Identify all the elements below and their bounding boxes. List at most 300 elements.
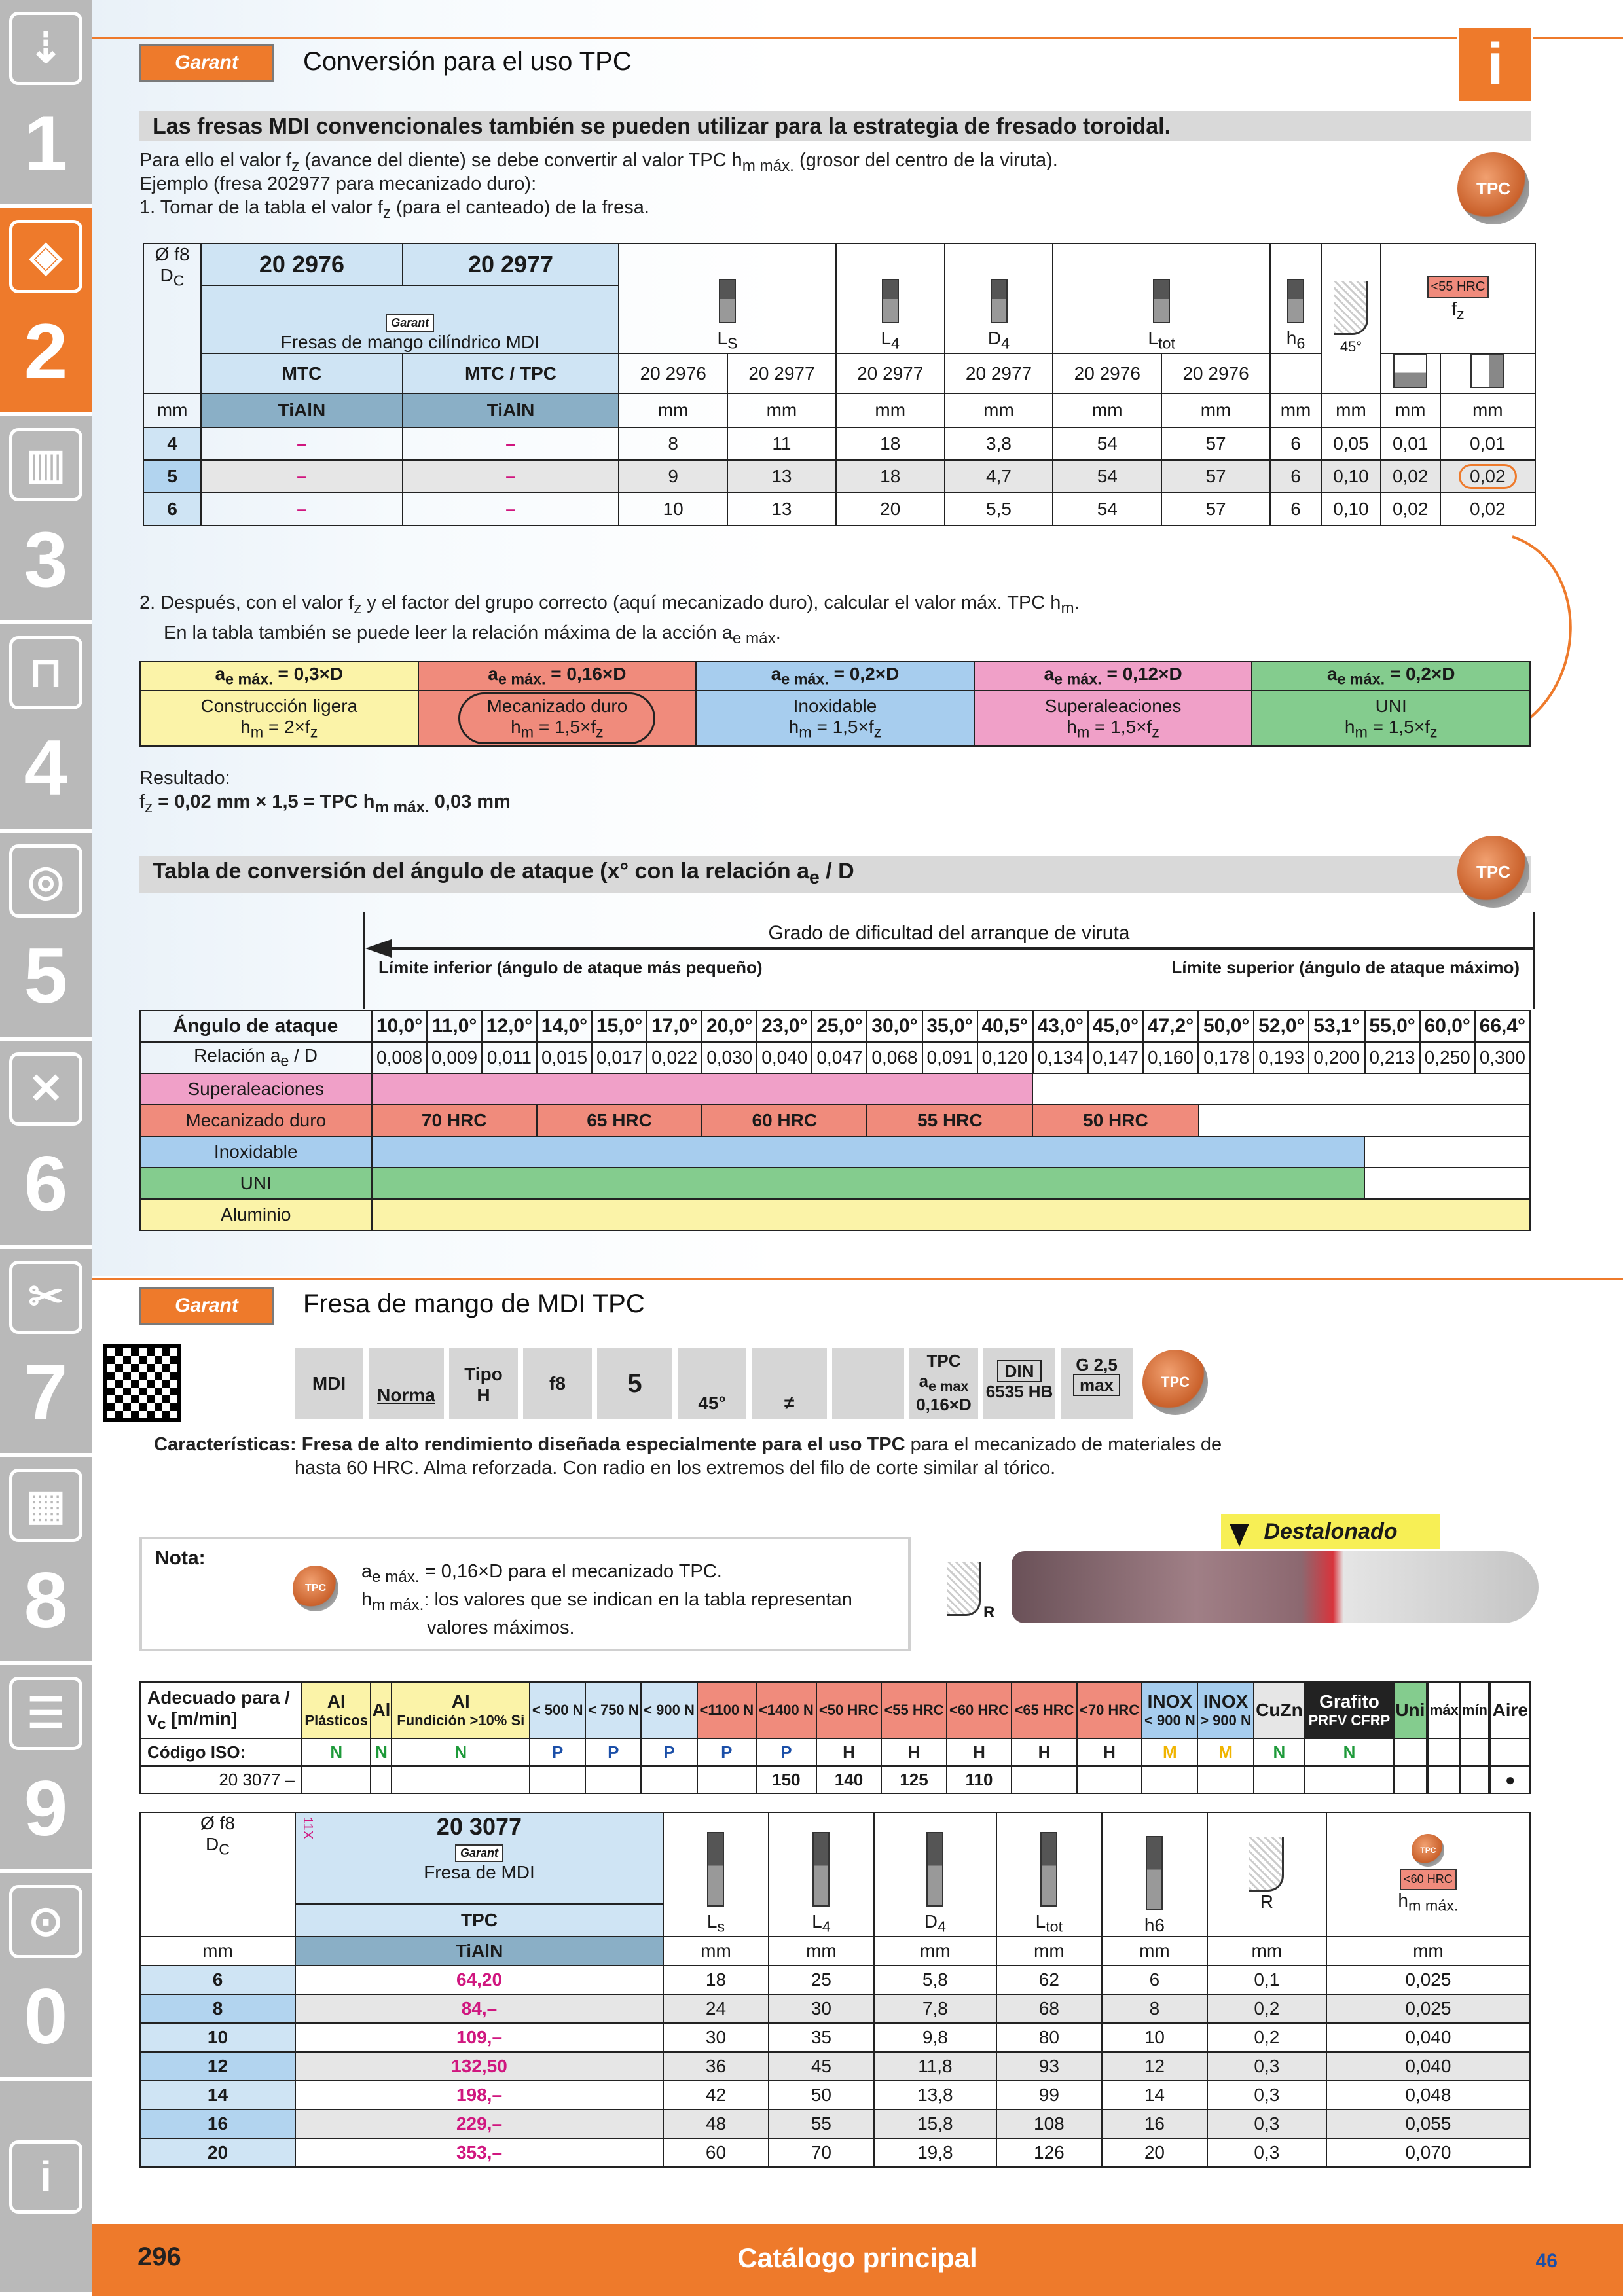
value-cell: 24 [663,1994,769,2023]
features-text: Características: Fresa de alto rendimiento diseñada especialmente para el uso TPC para el mecanizado de materiales de [154,1434,1222,1455]
unit: mm [619,393,727,427]
value-cell: 0,2 [1207,2023,1326,2052]
unit: mm [1207,1937,1326,1965]
value-cell: 0,3 [1207,2081,1326,2109]
fz-header: <55 HRC $f_z$ [1381,243,1535,353]
unit: mm [1326,1937,1530,1965]
material-group-header [1012,1682,1077,1738]
iso-code [1460,1738,1489,1766]
cutting-speed [530,1766,585,1793]
cutting-speed: ● [1490,1766,1530,1793]
value-cell: 12 [1102,2052,1207,2081]
toolbox-icon: ▦ [9,1469,82,1542]
badge-norma: Norma [369,1348,444,1419]
corner-radius-icon [947,1562,981,1616]
result-line: $f_z = 0,02$ mm × 1,5 = TPC $h_{m máx.}$ 0,03 mm [139,791,511,816]
angle-value: 35,0° [922,1011,977,1042]
material-name: Uni [1395,1700,1425,1720]
angle-value: 12,0° [482,1011,537,1042]
iso-code: N [1254,1738,1305,1766]
table-row [140,2081,1530,2109]
value-cell: 62 [996,1965,1102,1994]
row-label: Mecanizado duro [140,1105,372,1136]
intro-line-3: 1. Tomar de la tabla el valor $f_z$ (para el canteado) de la fresa. [139,197,649,222]
angle-value: 45,0° [1088,1011,1143,1042]
ratio-value: 0,017 [592,1042,647,1073]
highlight-oval: 0,02 [1459,464,1517,489]
page-footer [92,2224,1623,2296]
value-cell: 0,2 [1207,1994,1326,2023]
row-label: Aluminio [140,1199,372,1230]
saw-blade-icon: ◎ [9,844,82,918]
corner-radius-icon [1334,281,1368,335]
table-row [140,2023,1530,2052]
safety-goggles-icon: ⊙ [9,1885,82,1958]
unequal-pitch-icon: ≠ [752,1348,827,1419]
ratio-value: 0,047 [812,1042,867,1073]
diameter: 10 [140,2023,295,2052]
l4-header: $L_4$ [769,1812,874,1937]
material-strength: <55 HRC [884,1702,944,1718]
angle-value: 53,1° [1309,1011,1364,1042]
value-cell: 5,8 [874,1965,996,1994]
tpc-badge-icon: TPC [1457,836,1529,908]
cutting-speed [1142,1766,1197,1793]
material-name: Aire [1492,1700,1528,1720]
price: 198,– [295,2081,663,2109]
step2-line-2: En la tabla también se puede leer la relación máxima de la acción $a_{e máx}$. [164,622,781,647]
ratio-value: 0,178 [1199,1042,1254,1073]
cutting-speed [1254,1766,1305,1793]
l4-header: $L_4$ [836,243,945,353]
chapter-tab-4[interactable]: ⊓ 4 [0,624,92,833]
ratio-value: 0,120 [977,1042,1033,1073]
tpc-badge-icon: TPC [293,1566,338,1611]
material-name: INOX [1147,1691,1193,1712]
qr-code[interactable] [103,1344,181,1422]
tool-l4-icon [882,279,899,323]
material-name: Al [372,1700,391,1720]
material-strength: <50 HRC [818,1702,879,1718]
center-cut-icon [832,1348,904,1419]
subcode: 20 2976 [1161,353,1270,393]
lower-limit-label: Límite inferior (ángulo de ataque más pequeño) [378,958,763,977]
hrc-range: 60 HRC [702,1105,867,1136]
row-label: Superaleaciones [140,1073,372,1105]
hrc-range: 55 HRC [867,1105,1032,1136]
material-group-header [1428,1682,1460,1738]
ratio-value: 0,213 [1364,1042,1420,1073]
material-group-header [1077,1682,1142,1738]
material-strength: <1100 N [699,1702,754,1718]
tool-ltot-icon [1153,279,1170,323]
chapter-tab-0[interactable]: ⊙ 0 [0,1873,92,2081]
material-group-header [1197,1682,1253,1738]
tool-shank-icon [1287,279,1304,323]
row-label: Inoxidable [140,1136,372,1168]
relief-label: Destalonado [1221,1514,1440,1549]
coating: TiAlN [295,1937,663,1965]
cutting-speed [1012,1766,1077,1793]
cutting-speed [1428,1766,1460,1793]
angle-value: 15,0° [592,1011,647,1042]
ratio-label: Relación $a_e$ / D [140,1042,372,1073]
value-cell: 6 [1102,1965,1207,1994]
value-cell: 30 [663,2023,769,2052]
unit: mm [727,393,836,427]
value-cell: 36 [663,2052,769,2081]
material-strength: <65 HRC [1014,1702,1074,1718]
value-cell: 50 [769,2081,874,2109]
cutting-speed: 110 [947,1766,1012,1793]
material-group-header [881,1682,947,1738]
step2-line-1: 2. Después, con el valor $f_z$ y el factor del grupo correcto (aquí mecanizado duro), calcular el valor máx. TPC $h_m$. [139,592,1080,617]
chapter-tab-5[interactable]: ◎ 5 [0,833,92,1041]
material-strength: < 750 N [588,1702,639,1718]
mdi-mill-table [143,243,1536,526]
badge-mdi: MDI [295,1348,363,1419]
row-label: UNI [140,1168,372,1199]
iso-code: P [756,1738,816,1766]
material-group-header [1394,1682,1427,1738]
iso-code: N [1305,1738,1393,1766]
group-cell-hard-machining: Mecanizado duro $h_m = 1,5\times f_z$ [418,691,697,747]
angle-value: 14,0° [537,1011,592,1042]
chapter-tab-2[interactable]: ◈ 2 [0,208,92,416]
intro-line-2: Ejemplo (fresa 202977 para mecanizado duro): [139,173,537,194]
material-strength: Plásticos [304,1712,369,1729]
chapter-tab-9[interactable]: ☰ 9 [0,1665,92,1873]
radius-header: R [1207,1812,1326,1937]
caliper-icon: ⊓ [9,636,82,709]
upper-limit-label: Límite superior (ángulo de ataque máximo) [1171,958,1520,977]
unit: mm [1440,393,1535,427]
ratio-value: 0,160 [1143,1042,1199,1073]
material-strength: mín [1461,1702,1487,1718]
chapter-sidebar [0,0,92,2296]
unit: mm [836,393,945,427]
cutting-speed: 125 [881,1766,947,1793]
cutting-speed [1077,1766,1142,1793]
material-strength: Fundición >10% Si [397,1712,525,1729]
features-line-2: hasta 60 HRC. Alma reforzada. Con radio en los extremos del filo de corte similar al tórico. [295,1458,1056,1479]
page-title: Conversión para el uso TPC [303,47,632,76]
angle-value: 50,0° [1199,1011,1254,1042]
ae-value: $a_{e máx.} = 0,2\times D$ [696,662,974,691]
value-cell: 42 [663,2081,769,2109]
material-group-header [371,1682,392,1738]
material-group-header [1254,1682,1305,1738]
iso-label: Código ISO: [140,1738,302,1766]
cutting-speed [392,1766,530,1793]
value-cell: 19,8 [874,2138,996,2167]
angle-conversion-table [139,1010,1531,1231]
note-label: Nota: [155,1547,206,1569]
coating: TiAlN [201,393,403,427]
material-group-header [585,1682,641,1738]
material-group-header [641,1682,697,1738]
ae-value: $a_{e máx.} = 0,12\times D$ [974,662,1252,691]
h6-header: h6 [1102,1812,1207,1937]
material-group-header [1305,1682,1393,1738]
group-cell: Construcción ligera $h_m = 2\times f_z$ [140,691,418,747]
hrc-range: 70 HRC [372,1105,537,1136]
unit: mm [1161,393,1270,427]
value-cell: 45 [769,2052,874,2081]
diameter: 16 [140,2109,295,2138]
chapter-tab-1[interactable]: ⇣ 1 [0,0,92,208]
unit: mm [663,1937,769,1965]
value-cell: 0,3 [1207,2052,1326,2081]
material-name: Grafito [1319,1691,1379,1712]
material-strength: <70 HRC [1079,1702,1140,1718]
cabinet-icon: ☰ [9,1677,82,1750]
d4-header: $D_4$ [874,1812,996,1937]
ratio-value: 0,147 [1088,1042,1143,1073]
ratio-value: 0,015 [537,1042,592,1073]
tpc-badge-icon: TPC [1457,152,1529,224]
value-cell: 0,070 [1326,2138,1530,2167]
material-group-header [1142,1682,1197,1738]
angle-value: 10,0° [372,1011,428,1042]
chapter-tab-info[interactable] [0,2081,92,2296]
subcode: 20 2976 [1053,353,1161,393]
value-cell: 48 [663,2109,769,2138]
angle-value: 55,0° [1364,1011,1420,1042]
chapter-tab-7[interactable]: ✂ 7 [0,1249,92,1457]
angle-value: 60,0° [1420,1011,1475,1042]
radius-header: 45° [1321,243,1381,393]
chapter-tab-3[interactable]: ▥ 3 [0,416,92,624]
side-mill-icon [1440,353,1535,393]
ratio-value: 0,193 [1254,1042,1309,1073]
value-cell: 20 [1102,2138,1207,2167]
value-cell: 55 [769,2109,874,2138]
note-text: $a_{e máx.} = 0,16\times D$ para el mecanizado TPC. $h_{m máx.}$: los valores que se indican en la tabla representan valores máximos. [361,1561,852,1638]
ratio-value: 0,009 [427,1042,482,1073]
price: 84,– [295,1994,663,2023]
iso-code [1394,1738,1427,1766]
unit: mm [1102,1937,1207,1965]
material-name: Al [451,1691,470,1712]
price: 132,50 [295,2052,663,2081]
five-flutes-icon: 5 [597,1348,672,1419]
angle-value: 43,0° [1032,1011,1088,1042]
material-group-header [756,1682,816,1738]
header-rule [92,1278,1623,1280]
diameter: 20 [140,2138,295,2167]
header-rule [92,37,1623,39]
dc-header: Ø f8 $D_C$ [140,1812,295,1937]
catalog-title: Catálogo principal [737,2242,977,2273]
value-cell: 0,040 [1326,2023,1530,2052]
conversion-table-heading: Tabla de conversión del ángulo de ataque (x° con la relación $a_e$ / D [139,856,1531,893]
iso-code [1428,1738,1460,1766]
difficulty-label: Grado de dificultad del arranque de viruta [768,922,1130,944]
value-cell: 35 [769,2023,874,2052]
ratio-value: 0,200 [1309,1042,1364,1073]
material-group-header [1490,1682,1530,1738]
table-row [140,2138,1530,2167]
material-strength: < 900 N [1144,1712,1195,1729]
coating: TiAlN [403,393,619,427]
cutting-speed [1460,1766,1489,1793]
cutting-speed [585,1766,641,1793]
radius-label: R [983,1604,995,1621]
difficulty-header [363,912,1535,1009]
milling-insert-icon: ◈ [9,220,82,293]
hm-header: TPC <60 HRC $h_{m máx.}$ [1326,1812,1530,1937]
ratio-value: 0,068 [867,1042,922,1073]
ltot-header: $L_{tot}$ [996,1812,1102,1937]
iso-code: P [530,1738,585,1766]
arrow-down-icon [1230,1517,1249,1550]
value-cell: 15,8 [874,2109,996,2138]
h6-header: $h_6$ [1270,243,1321,353]
ls-header: $L_s$ [663,1812,769,1937]
value-cell: 80 [996,2023,1102,2052]
unit: mm [874,1937,996,1965]
ratio-value: 0,300 [1475,1042,1530,1073]
mill-description: Garant Fresas de mango cilíndrico MDI [201,285,619,353]
d4-header: $D_4$ [945,243,1053,353]
ratio-value: 0,030 [702,1042,757,1073]
value-cell: 0,3 [1207,2138,1326,2167]
value-cell: 0,048 [1326,2081,1530,2109]
tool-holder-icon: ▥ [9,428,82,501]
cutting-speed: 140 [816,1766,882,1793]
material-strength: máx [1429,1702,1459,1718]
ae-value: $a_{e máx.} = 0,3\times D$ [140,662,418,691]
value-cell: 0,055 [1326,2109,1530,2138]
table-row: 6 – – 10 13 20 5,5 54 57 6 0,10 0,02 0,02 [143,493,1535,526]
cutting-speed [371,1766,392,1793]
angle-value: 47,2° [1143,1011,1199,1042]
material-group-header [392,1682,530,1738]
unit: mm [1270,393,1321,427]
value-cell: 0,040 [1326,2052,1530,2081]
diameter: 12 [140,2052,295,2081]
price: 353,– [295,2138,663,2167]
value-cell: 0,025 [1326,1965,1530,1994]
table-row: 4 – – 8 11 18 3,8 54 57 6 0,05 0,01 0,01 [143,427,1535,460]
angle-label: Ángulo de ataque [140,1011,372,1042]
material-factor-table [139,661,1531,747]
badge-f8: f8 [523,1348,592,1419]
ratio-value: 0,134 [1032,1042,1088,1073]
ls-header: $L_S$ [619,243,836,353]
end-mill-image [1012,1551,1539,1623]
material-strength: <1400 N [758,1702,814,1718]
value-cell: 9,8 [874,2023,996,2052]
material-strength: < 900 N [644,1702,695,1718]
subcode: 20 2977 [945,353,1053,393]
product-title: Fresa de mango de MDI TPC [303,1289,645,1318]
table-row: 5 – – 9 13 18 4,7 54 57 6 0,10 0,02 0,02 [143,460,1535,493]
result-label: Resultado: [139,768,230,789]
angle-value: 11,0° [427,1011,482,1042]
info-icon: i [1457,26,1533,103]
badge-balance: G 2,5 max [1061,1348,1133,1419]
wrench-icon: ✕ [9,1052,82,1126]
angle-value: 52,0° [1254,1011,1309,1042]
value-cell: 99 [996,2081,1102,2109]
diameter: 8 [140,1994,295,2023]
iso-code: H [881,1738,947,1766]
page-number: 296 [137,2242,181,2271]
value-cell: 30 [769,1994,874,2023]
material-strength: <60 HRC [949,1702,1010,1718]
material-group-header [816,1682,882,1738]
angle-value: 40,5° [977,1011,1033,1042]
tpc-badge-icon: TPC [1142,1350,1208,1415]
subcode: 20 2976 [619,353,727,393]
iso-code [1490,1738,1530,1766]
catalog-page-ref: 46 [1535,2250,1558,2272]
value-cell: 0,025 [1326,1994,1530,2023]
iso-code: H [1077,1738,1142,1766]
table-row [140,2052,1530,2081]
material-name: INOX [1203,1691,1249,1712]
unit: mm [1053,393,1161,427]
material-group-header [302,1682,371,1738]
cutting-speed: 150 [756,1766,816,1793]
value-cell: 0,3 [1207,2109,1326,2138]
angle-value: 30,0° [867,1011,922,1042]
badge-din: DIN 6535 HB [983,1348,1055,1419]
value-cell: 16 [1102,2109,1207,2138]
info-icon: i [9,2140,82,2214]
garant-logo: Garant [139,1287,274,1325]
unit: mm [945,393,1053,427]
material-name: CuZn [1256,1700,1303,1720]
table-row [140,1965,1530,1994]
iso-code: P [697,1738,756,1766]
chapter-tab-8[interactable]: ▦ 8 [0,1457,92,1665]
ae-value: $a_{e máx.} = 0,2\times D$ [1252,662,1530,691]
unit: mm [996,1937,1102,1965]
badge-tipo-h: Tipo H [449,1348,518,1419]
angle-value: 25,0° [812,1011,867,1042]
value-cell: 0,1 [1207,1965,1326,1994]
garant-mini-logo: Garant [455,1844,503,1862]
value-cell: 7,8 [874,1994,996,2023]
angle-value: 20,0° [702,1011,757,1042]
material-strength: PRFV CFRP [1308,1712,1391,1729]
type-tpc: TPC [295,1904,663,1937]
chapter-tab-6[interactable]: ✕ 6 [0,1041,92,1249]
ae-value: $a_{e máx.} = 0,16\times D$ [418,662,697,691]
helix-45-icon: 45° [678,1348,746,1419]
ratio-value: 0,040 [757,1042,812,1073]
group-cell: Superaleaciones $h_m = 1,5\times f_z$ [974,691,1252,747]
value-cell: 93 [996,2052,1102,2081]
material-strength: > 900 N [1200,1712,1251,1729]
iso-code: N [392,1738,530,1766]
value-cell: 18 [663,1965,769,1994]
value-cell: 25 [769,1965,874,1994]
value-cell: 60 [663,2138,769,2167]
badge-tpc-ae: TPC $a_{e max}$ 0,16×D [909,1348,978,1419]
intro-line-1: Para ello el valor $f_z$ (avance del diente) se debe convertir al valor TPC $h_{m máx.}$ (grosor del centro de la viruta). [139,150,1058,175]
hrc-limit-badge: <55 HRC [1427,276,1489,298]
section-heading: Las fresas MDI convencionales también se pueden utilizar para la estrategia de fresado toroidal. [139,111,1531,141]
drill-icon: ⇣ [9,12,82,85]
group-cell: UNI $h_m = 1,5\times f_z$ [1252,691,1530,747]
iso-code: N [371,1738,392,1766]
cutting-speed [1305,1766,1393,1793]
garant-logo: Garant [139,44,274,82]
